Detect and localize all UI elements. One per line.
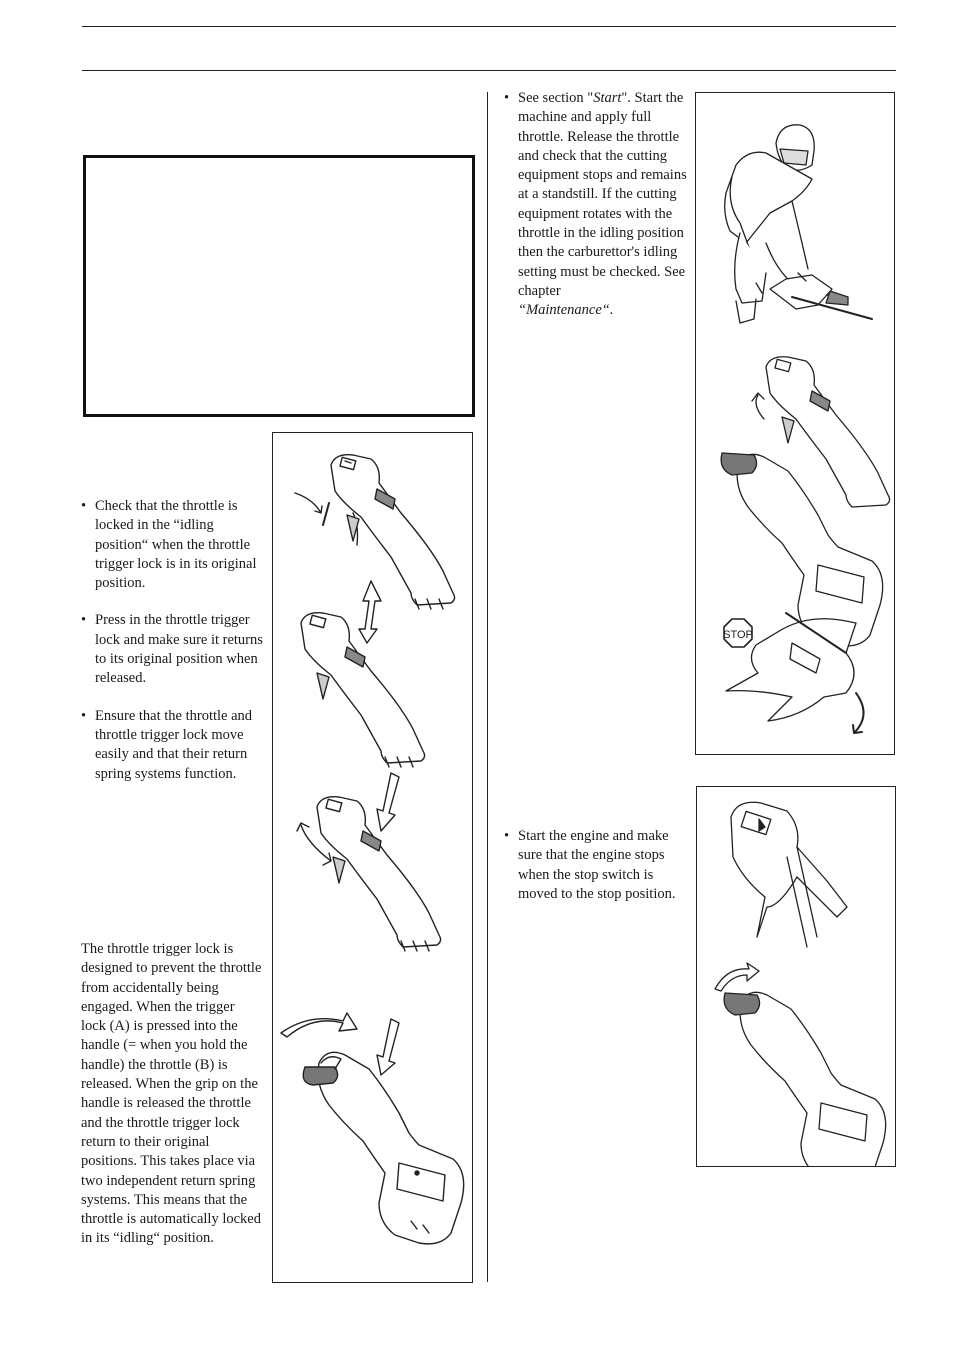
warning-box [83, 155, 475, 417]
trimmer-handle-illustration [303, 1052, 463, 1244]
throttle-checks [81, 497, 263, 802]
header-rule-bottom [82, 70, 896, 71]
handle-idle-illustration [331, 455, 455, 609]
start-check [504, 89, 688, 339]
column-divider [487, 92, 488, 1282]
stop-switch-check [504, 827, 688, 922]
cutting-check-figure-frame [695, 92, 895, 755]
stop-switch-figure-frame [696, 786, 896, 1167]
description-paragraph: The throttle trigger lock is designed to prevent the throttle from accidentally being engaged. When the trigger lock (A) is pressed into the handle (= when you hold the handle) the throttle (B) is released. When the grip on the handle is released the throttle and the throttle trigger lock return to their original positions. This takes place via two independent return spring systems. This means that the throttle is automatically locked in its “idling“ position. [81, 941, 262, 1247]
throttle-handle-illustrations [273, 433, 472, 1282]
stop-sign-icon [723, 619, 753, 647]
stop-sign-label: STOP [723, 629, 753, 641]
operator-illustration [725, 125, 872, 323]
grip-down-arrow-icon [377, 1019, 399, 1075]
stop-switch-illustrations [697, 787, 895, 1166]
start-check-prefix: See section " [518, 90, 594, 106]
start-section-ref: Start [593, 90, 622, 106]
check-cutting-equipment [504, 89, 688, 321]
maintenance-chapter-ref: “Maintenance“. [518, 302, 614, 319]
check-trigger-lock-return: • Press in the throttle trigger lock and make sure it returns to its original position when released. [81, 611, 263, 688]
trigger-lock-description [81, 940, 263, 1249]
rotate-left-arrow-icon [281, 1013, 357, 1037]
up-down-arrow-icon [359, 581, 381, 643]
check-spring-systems: • Ensure that the throttle and throttle trigger lock move easily and that their return spring systems function. [81, 707, 263, 784]
trimmer-handle-stop-illustration [724, 992, 886, 1166]
stop-bar-icon [323, 503, 329, 525]
release-arrow-icon [752, 393, 764, 419]
check-idle-lock: • Check that the throttle is locked in the “idling position“ when the throttle trigger lock is in its original position. [81, 497, 263, 593]
start-check-body: ". Start the machine and apply full throttle. Release the throttle and check that the cutting equipment stops and remains at a standstill. If the cutting equipment rotates with the throttle in the idling position then the carburettor's idling setting must be checked. See chapter [518, 90, 687, 299]
throttle-handle-figure-frame [272, 432, 473, 1283]
rotate-arrow-icon [295, 493, 322, 513]
header-rule-top [82, 26, 896, 27]
cutting-check-illustrations [696, 93, 894, 754]
press-down-arrow-icon [377, 773, 399, 831]
switch-move-arrow-icon [715, 963, 759, 991]
handle-stop-switch-illustration [731, 802, 847, 947]
check-stop-switch: • Start the engine and make sure that the engine stops when the stop switch is moved to the stop position. [504, 827, 688, 904]
stopping-arrow-icon [853, 693, 864, 733]
